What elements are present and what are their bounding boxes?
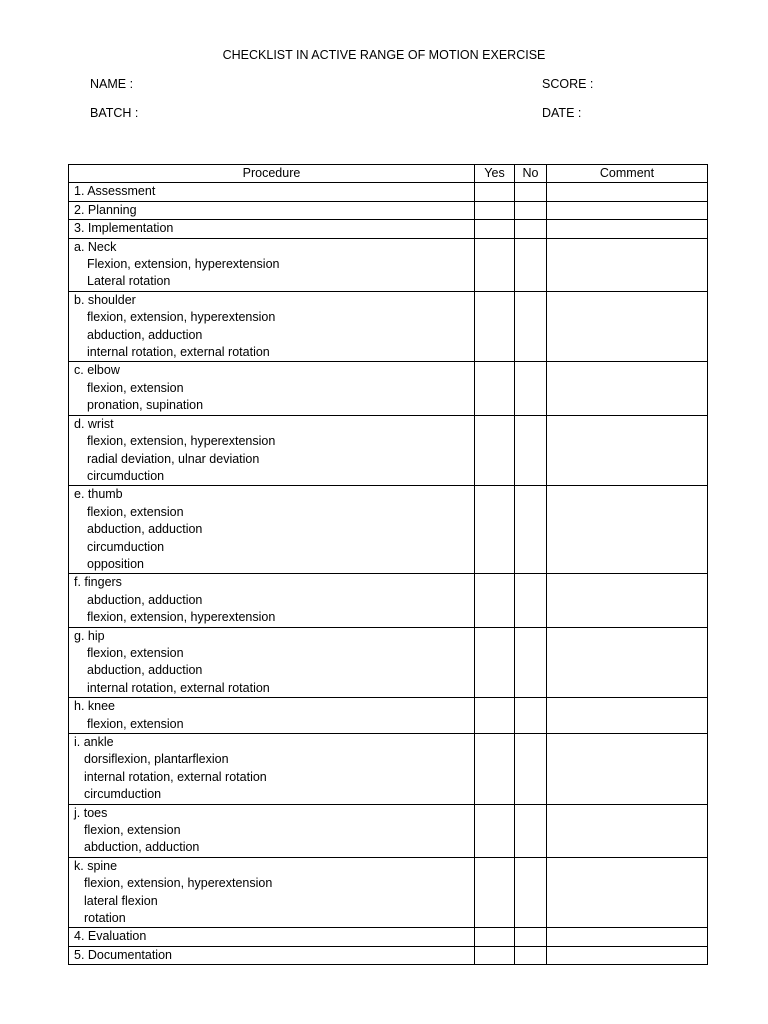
- batch-field-label: BATCH :: [90, 106, 139, 120]
- table-header-row: [69, 165, 708, 183]
- table-row: [69, 734, 708, 805]
- no-cell[interactable]: [515, 201, 547, 219]
- procedure-step: a. Neck: [74, 239, 117, 254]
- procedure-substep: Flexion, extension, hyperextension: [87, 257, 280, 272]
- procedure-cell: [69, 928, 475, 946]
- comment-cell[interactable]: [547, 928, 708, 946]
- procedure-cell: [69, 220, 475, 238]
- procedure-substep: circumduction: [84, 787, 162, 802]
- checklist-table: [68, 164, 708, 965]
- procedure-substep: circumduction: [87, 468, 165, 483]
- comment-cell[interactable]: [547, 183, 708, 201]
- yes-cell[interactable]: [475, 486, 515, 574]
- procedure-substep: pronation, supination: [87, 398, 204, 413]
- yes-cell[interactable]: [475, 183, 515, 201]
- procedure-substep: flexion, extension: [87, 380, 184, 395]
- procedure-cell: [69, 362, 475, 415]
- procedure-step: b. shoulder: [74, 292, 136, 307]
- table-row: [69, 201, 708, 219]
- checklist-body: [69, 183, 708, 965]
- procedure-substep: dorsiflexion, plantarflexion: [84, 752, 229, 767]
- procedure-substep: flexion, extension, hyperextension: [84, 876, 273, 891]
- header-comment: Comment: [547, 165, 708, 183]
- procedure-step: i. ankle: [74, 735, 114, 749]
- yes-cell[interactable]: [475, 946, 515, 964]
- procedure-cell: [69, 946, 475, 964]
- table-row: [69, 857, 708, 928]
- comment-cell[interactable]: [547, 627, 708, 698]
- procedure-substep: circumduction: [87, 539, 165, 554]
- no-cell[interactable]: [515, 486, 547, 574]
- table-row: [69, 946, 708, 964]
- table-row: [69, 238, 708, 291]
- procedure-substep: rotation: [84, 911, 126, 926]
- comment-cell[interactable]: [547, 857, 708, 928]
- header-procedure: Procedure: [69, 165, 475, 183]
- yes-cell[interactable]: [475, 928, 515, 946]
- table-row: [69, 627, 708, 698]
- comment-cell[interactable]: [547, 201, 708, 219]
- procedure-step: j. toes: [74, 805, 108, 820]
- procedure-step: d. wrist: [74, 416, 114, 431]
- comment-cell[interactable]: [547, 946, 708, 964]
- procedure-substep: abduction, adduction: [87, 663, 203, 678]
- procedure-cell: [69, 574, 475, 627]
- procedure-substep: abduction, adduction: [87, 592, 203, 607]
- yes-cell[interactable]: [475, 734, 515, 805]
- procedure-cell: [69, 201, 475, 219]
- procedure-step: 5. Documentation: [74, 947, 172, 962]
- table-row: [69, 415, 708, 486]
- procedure-step: k. spine: [74, 858, 118, 873]
- procedure-substep: abduction, adduction: [87, 522, 203, 537]
- procedure-step: g. hip: [74, 628, 105, 643]
- yes-cell[interactable]: [475, 415, 515, 486]
- comment-cell[interactable]: [547, 574, 708, 627]
- procedure-cell: [69, 183, 475, 201]
- yes-cell[interactable]: [475, 220, 515, 238]
- table-row: [69, 928, 708, 946]
- no-cell[interactable]: [515, 627, 547, 698]
- yes-cell[interactable]: [475, 362, 515, 415]
- yes-cell[interactable]: [475, 238, 515, 291]
- header-no: No: [515, 165, 547, 183]
- comment-cell[interactable]: [547, 415, 708, 486]
- procedure-substep: lateral flexion: [84, 893, 158, 908]
- no-cell[interactable]: [515, 574, 547, 627]
- procedure-cell: [69, 291, 475, 362]
- procedure-substep: Lateral rotation: [87, 274, 171, 289]
- yes-cell[interactable]: [475, 698, 515, 734]
- table-row: [69, 291, 708, 362]
- comment-cell[interactable]: [547, 734, 708, 805]
- header-yes: Yes: [475, 165, 515, 183]
- yes-cell[interactable]: [475, 201, 515, 219]
- procedure-substep: internal rotation, external rotation: [84, 769, 267, 784]
- date-field-label: DATE :: [542, 106, 582, 120]
- no-cell[interactable]: [515, 857, 547, 928]
- yes-cell[interactable]: [475, 574, 515, 627]
- comment-cell[interactable]: [547, 291, 708, 362]
- procedure-step: 3. Implementation: [74, 221, 174, 236]
- score-field-label: SCORE :: [542, 77, 594, 91]
- procedure-substep: internal rotation, external rotation: [87, 680, 270, 695]
- procedure-substep: abduction, adduction: [87, 327, 203, 342]
- procedure-substep: opposition: [87, 556, 144, 571]
- table-row: [69, 486, 708, 574]
- procedure-step: h. knee: [74, 699, 116, 714]
- table-row: [69, 804, 708, 857]
- no-cell[interactable]: [515, 183, 547, 201]
- procedure-substep: internal rotation, external rotation: [87, 345, 270, 360]
- no-cell[interactable]: [515, 291, 547, 362]
- procedure-substep: flexion, extension: [87, 504, 184, 519]
- procedure-cell: [69, 857, 475, 928]
- procedure-substep: flexion, extension, hyperextension: [87, 310, 276, 325]
- procedure-cell: [69, 627, 475, 698]
- table-row: [69, 220, 708, 238]
- procedure-cell: [69, 238, 475, 291]
- procedure-step: e. thumb: [74, 487, 123, 502]
- yes-cell[interactable]: [475, 291, 515, 362]
- procedure-substep: abduction, adduction: [84, 840, 200, 855]
- procedure-substep: flexion, extension: [87, 716, 184, 731]
- procedure-step: 1. Assessment: [74, 184, 156, 199]
- no-cell[interactable]: [515, 698, 547, 734]
- procedure-step: f. fingers: [74, 575, 122, 590]
- page-title: CHECKLIST IN ACTIVE RANGE OF MOTION EXERCISE: [222, 48, 546, 62]
- no-cell[interactable]: [515, 734, 547, 805]
- no-cell[interactable]: [515, 238, 547, 291]
- table-row: [69, 574, 708, 627]
- procedure-step: 2. Planning: [74, 202, 137, 217]
- comment-cell[interactable]: [547, 486, 708, 574]
- procedure-cell: [69, 804, 475, 857]
- procedure-substep: flexion, extension: [87, 645, 184, 660]
- no-cell[interactable]: [515, 804, 547, 857]
- procedure-substep: flexion, extension, hyperextension: [87, 434, 276, 449]
- procedure-cell: [69, 698, 475, 734]
- comment-cell[interactable]: [547, 698, 708, 734]
- procedure-cell: [69, 415, 475, 486]
- procedure-step: 4. Evaluation: [74, 929, 147, 944]
- yes-cell[interactable]: [475, 857, 515, 928]
- no-cell[interactable]: [515, 415, 547, 486]
- yes-cell[interactable]: [475, 627, 515, 698]
- table-row: [69, 362, 708, 415]
- procedure-substep: radial deviation, ulnar deviation: [87, 451, 260, 466]
- comment-cell[interactable]: [547, 238, 708, 291]
- table-row: [69, 698, 708, 734]
- procedure-cell: [69, 486, 475, 574]
- name-field-label: NAME :: [90, 77, 134, 91]
- yes-cell[interactable]: [475, 804, 515, 857]
- no-cell[interactable]: [515, 946, 547, 964]
- no-cell[interactable]: [515, 928, 547, 946]
- table-row: [69, 183, 708, 201]
- procedure-cell: [69, 734, 475, 805]
- procedure-step: c. elbow: [74, 363, 120, 378]
- comment-cell[interactable]: [547, 804, 708, 857]
- no-cell[interactable]: [515, 220, 547, 238]
- no-cell[interactable]: [515, 362, 547, 415]
- procedure-substep: flexion, extension, hyperextension: [87, 610, 276, 625]
- comment-cell[interactable]: [547, 362, 708, 415]
- procedure-substep: flexion, extension: [84, 823, 181, 838]
- comment-cell[interactable]: [547, 220, 708, 238]
